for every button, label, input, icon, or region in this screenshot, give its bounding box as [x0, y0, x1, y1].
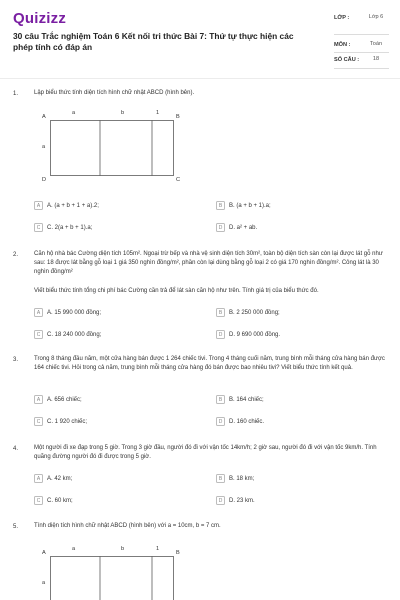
label-a-side: a	[42, 144, 46, 150]
rectangle-diagram	[50, 556, 174, 600]
question-text: Trong 8 tháng đầu năm, một cửa hàng bán được 1 264 chiếc tivi. Trong 4 tháng cuối năm, trung bình mỗi tháng cửa hàng bán được 164 chiếc tivi. Hỏi trong cả năm, trung bình mỗi tháng cửa hàng đó bán được bao nhiêu tivi? Viết biểu thức tính kết quả.	[34, 356, 385, 371]
question-note: Viết biểu thức tính tổng chi phí bác Cường cần trả để lát sàn căn hộ như trên. Tính giá trị của biểu thức đó.	[34, 288, 319, 294]
question-text: Tính diện tích hình chữ nhật ABCD (hình bên) với a = 10cm, b = 7 cm.	[34, 523, 221, 529]
option-text: D. 160 chiếc.	[229, 418, 265, 425]
option-letter-box: A	[34, 395, 43, 404]
option-text: C. 60 km;	[47, 497, 73, 504]
option-text: B. 18 km;	[229, 475, 255, 482]
header-divider	[0, 78, 400, 79]
class-label: LỚP :	[334, 15, 350, 21]
label-a-top: a	[72, 110, 76, 116]
option-text: C. 1 920 chiếc;	[47, 418, 88, 425]
option-b[interactable]	[216, 394, 264, 405]
subject-value: Toán	[369, 41, 383, 47]
rectangle-diagram	[50, 120, 174, 176]
rectangle-figure	[50, 120, 174, 176]
question-number: 2.	[13, 252, 19, 258]
question-number: 4.	[13, 446, 19, 452]
vertex-c: C	[176, 177, 181, 183]
option-c[interactable]	[34, 222, 92, 233]
option-b[interactable]	[216, 307, 280, 318]
option-a[interactable]	[34, 473, 72, 484]
option-letter-box: A	[34, 308, 43, 317]
label-a-top: a	[72, 546, 76, 552]
option-text: A. 42 km;	[47, 475, 73, 482]
meta-divider	[334, 34, 389, 35]
worksheet-header	[0, 0, 400, 78]
option-letter-box: B	[216, 201, 225, 210]
quizizz-logo: Quizizz	[13, 10, 67, 27]
option-text: B. 164 chiếc;	[229, 396, 264, 403]
option-d[interactable]	[216, 495, 255, 506]
label-one-top: 1	[156, 110, 160, 116]
option-text: D. 9 690 000 đồng.	[229, 331, 281, 338]
count-value: 18	[372, 56, 380, 62]
option-c[interactable]	[34, 329, 101, 340]
option-text: A. (a + b + 1 + a).2;	[47, 202, 99, 209]
option-d[interactable]	[216, 416, 264, 427]
option-letter-box: A	[34, 201, 43, 210]
option-letter-box: D	[216, 496, 225, 505]
option-d[interactable]	[216, 222, 257, 233]
meta-divider	[334, 68, 389, 69]
option-text: B. (a + b + 1).a;	[229, 202, 271, 209]
meta-divider	[334, 52, 389, 53]
option-letter-box: C	[34, 330, 43, 339]
option-letter-box: B	[216, 395, 225, 404]
label-one-top: 1	[156, 546, 160, 552]
option-c[interactable]	[34, 495, 73, 506]
question-text: Một người đi xe đạp trong 5 giờ. Trong 3 giờ đầu, người đó đi với vận tốc 14km/h; 2 giờ sau, người đó đi với vận tốc 9km/h. Tính quãng đường người đó đi được trong 5 giờ.	[34, 445, 377, 460]
question-number: 1.	[13, 91, 19, 97]
vertex-a: A	[42, 550, 46, 556]
option-text: C. 2(a + b + 1).a;	[47, 224, 93, 231]
option-letter-box: C	[34, 496, 43, 505]
vertex-b: B	[176, 114, 180, 120]
question-number: 5.	[13, 524, 19, 530]
option-letter-box: D	[216, 223, 225, 232]
option-c[interactable]	[34, 416, 87, 427]
vertex-b: B	[176, 550, 180, 556]
option-letter-box: D	[216, 330, 225, 339]
option-letter-box: B	[216, 474, 225, 483]
option-text: C. 18 240 000 đồng;	[47, 331, 102, 338]
option-letter-box: D	[216, 417, 225, 426]
subject-label: MÔN :	[334, 42, 351, 48]
rectangle-figure	[50, 556, 174, 600]
option-text: D. 23 km.	[229, 497, 255, 504]
count-label: SỐ CÂU :	[334, 57, 360, 63]
question-text: Căn hộ nhà bác Cường diện tích 105m². Ngoại trừ bếp và nhà vệ sinh diện tích 30m², toàn bộ diện tích sàn còn lại được lát gỗ như sau: 18 được lát bằng gỗ loại 1 giá 350 nghìn đồng/m², phần còn lại dùng bằng gỗ loại 2 có giá 170 nghìn đồng/m². Công lát là 30 nghìn đồng/m²	[34, 251, 383, 275]
question-text: Lập biểu thức tính diện tích hình chữ nhật ABCD (hình bên).	[34, 90, 195, 96]
vertex-d: D	[42, 177, 47, 183]
worksheet-title: 30 câu Trắc nghiệm Toán 6 Kết nối tri thức Bài 7: Thứ tự thực hiện các phép tính có đáp án	[13, 31, 294, 52]
option-letter-box: A	[34, 474, 43, 483]
label-b-top: b	[121, 110, 125, 116]
question-number: 3.	[13, 357, 19, 363]
option-letter-box: C	[34, 417, 43, 426]
label-b-top: b	[121, 546, 125, 552]
option-text: B. 2 250 000 đồng;	[229, 309, 280, 316]
option-d[interactable]	[216, 329, 280, 340]
option-text: D. a² + ab.	[229, 224, 258, 231]
option-text: A. 15 990 000 đồng;	[47, 309, 102, 316]
option-a[interactable]	[34, 200, 99, 211]
vertex-a: A	[42, 114, 46, 120]
label-a-side: a	[42, 580, 46, 586]
option-b[interactable]	[216, 200, 271, 211]
option-text: A. 656 chiếc;	[47, 396, 82, 403]
option-a[interactable]	[34, 394, 82, 405]
option-letter-box: B	[216, 308, 225, 317]
option-letter-box: C	[34, 223, 43, 232]
option-b[interactable]	[216, 473, 254, 484]
option-a[interactable]	[34, 307, 101, 318]
class-value: Lớp 6	[368, 14, 384, 20]
